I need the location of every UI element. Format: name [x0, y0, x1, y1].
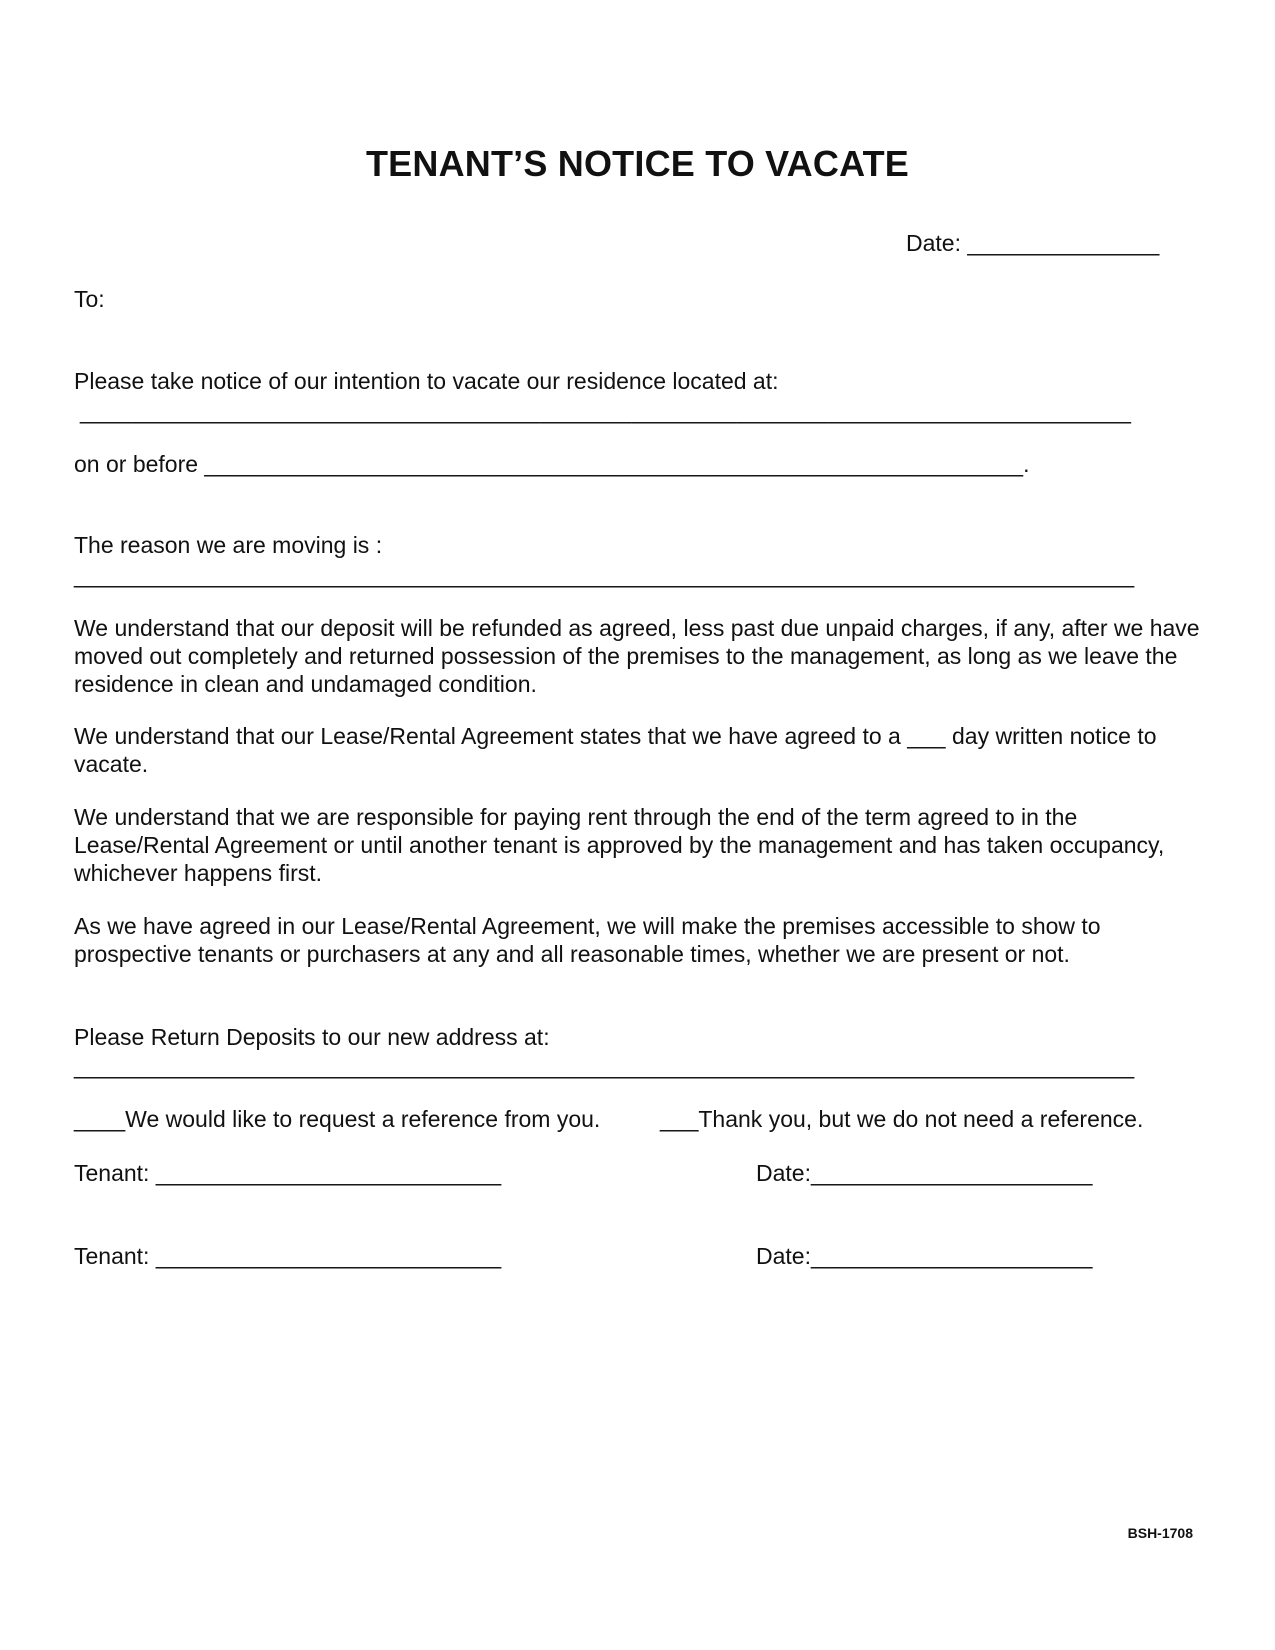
rent-responsibility-paragraph: We understand that we are responsible for paying rent through the end of the term agreed to in the Lease/Rental Agreement or until another tenant is approved by the management and has taken occupancy, whichever happens first.: [74, 804, 1165, 886]
request-reference-option[interactable]: ____We would like to request a reference from you.: [74, 1106, 601, 1132]
new-address-field[interactable]: _________________________________________________________________________________: [74, 1053, 1135, 1079]
document-title: TENANT’S NOTICE TO VACATE: [365, 143, 909, 184]
reason-field[interactable]: _________________________________________________________________________________: [74, 562, 1135, 588]
return-deposits-label: Please Return Deposits to our new address at:: [74, 1024, 550, 1050]
vacate-date-field[interactable]: on or before ________________________________________________________________.: [74, 451, 1030, 477]
deposit-refund-paragraph: We understand that our deposit will be refunded as agreed, less past due unpaid charges, if any, after we have moved out completely and returned possession of the premises to the management, as long as we leave the residence in clean and undamaged condition.: [74, 615, 1200, 697]
residence-intro: Please take notice of our intention to vacate our residence located at:: [74, 368, 779, 394]
notice-period-paragraph: We understand that our Lease/Rental Agreement states that we have agreed to a ___ day written notice to vacate.: [74, 723, 1157, 777]
premises-access-paragraph: As we have agreed in our Lease/Rental Agreement, we will make the premises accessible to show to prospective tenants or purchasers at any and all reasonable times, whether we are present or not.: [74, 913, 1101, 967]
form-code: BSH-1708: [1127, 1525, 1193, 1541]
tenant-signature-field-2[interactable]: Tenant: ___________________________: [74, 1243, 502, 1269]
tenant-signature-field-1[interactable]: Tenant: ___________________________: [74, 1160, 502, 1186]
signature-date-field-1[interactable]: Date:______________________: [756, 1160, 1093, 1186]
header-date-field[interactable]: Date: _______________: [906, 230, 1160, 256]
signature-date-field-2[interactable]: Date:______________________: [756, 1243, 1093, 1269]
decline-reference-option[interactable]: ___Thank you, but we do not need a reference.: [660, 1106, 1144, 1132]
reason-label: The reason we are moving is :: [74, 532, 383, 558]
residence-address-field[interactable]: ________________________________________________________________________________: [80, 398, 1132, 424]
to-label: To:: [74, 286, 105, 312]
